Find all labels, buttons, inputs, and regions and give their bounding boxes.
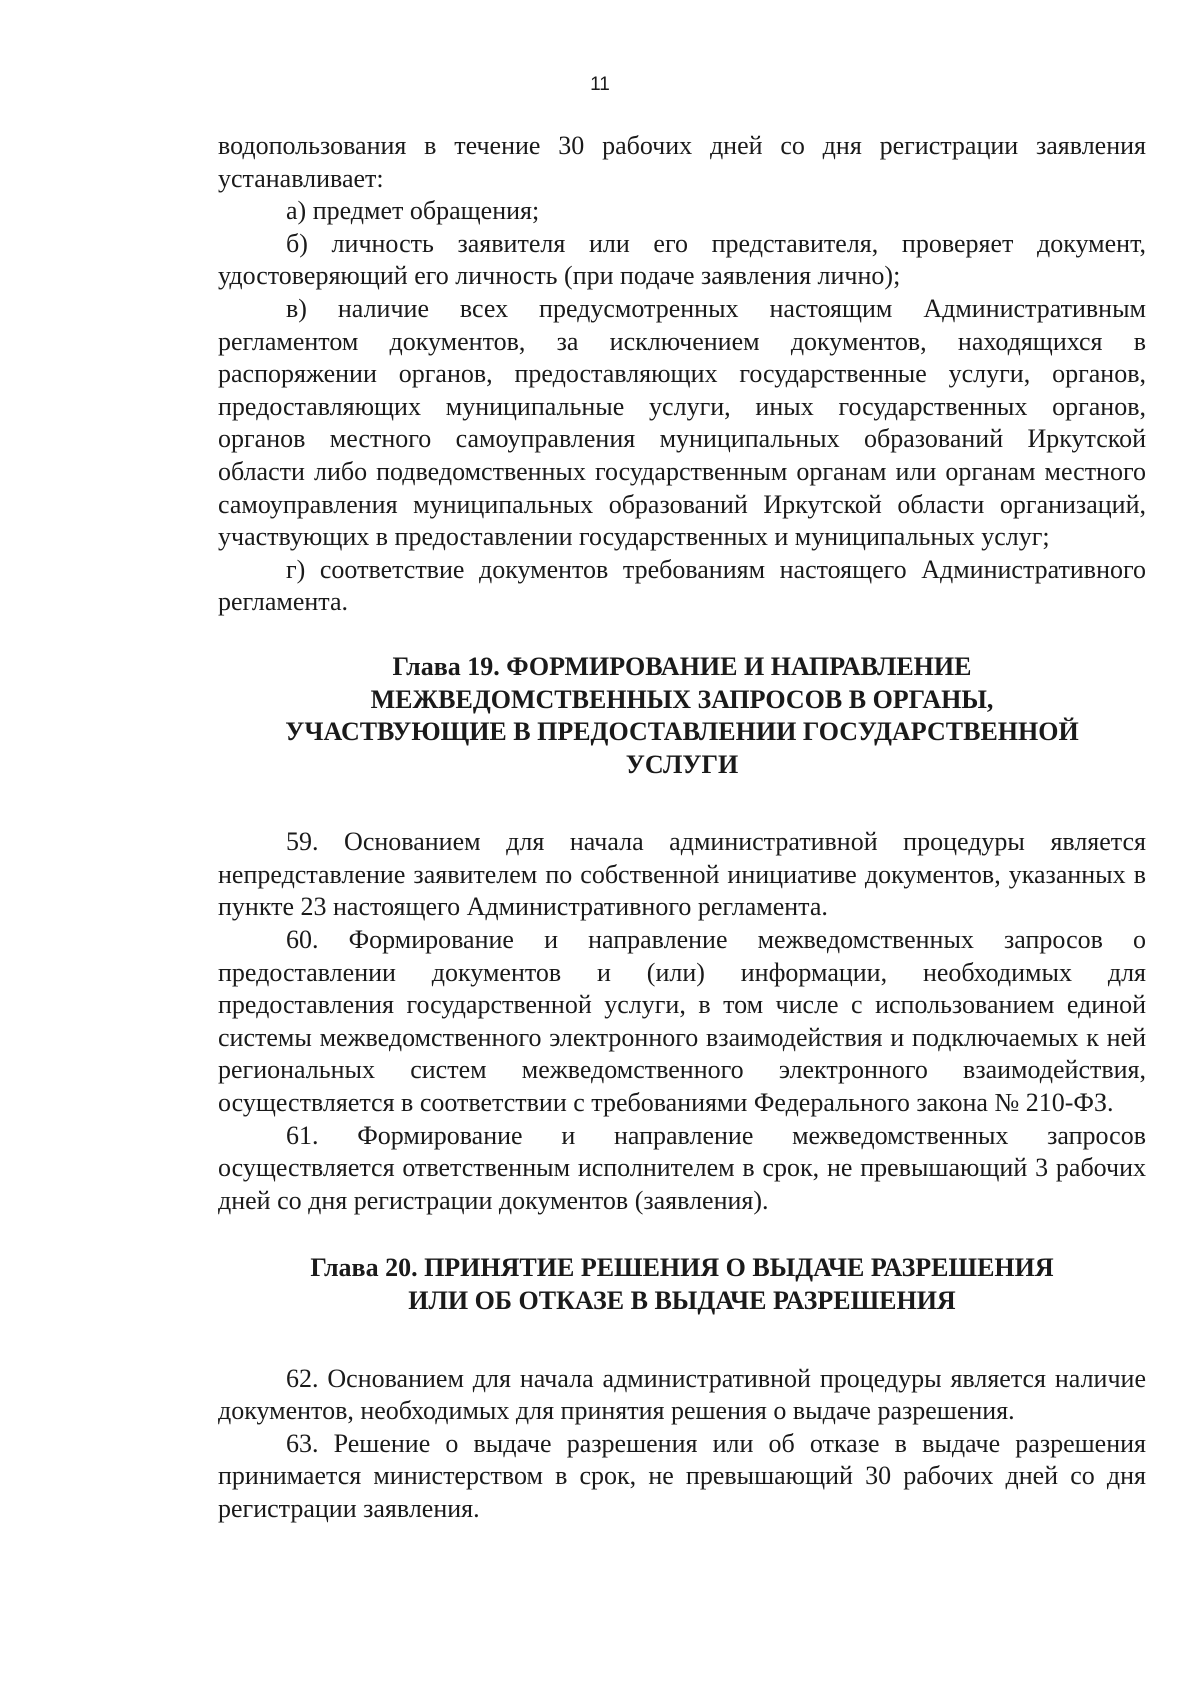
paragraph-intro-lead: водопользования в течение 30 рабочих дней со дня регистрации заявления устанавливает: (218, 131, 1146, 193)
chapter-19-heading-line: УЧАСТВУЮЩИЕ В ПРЕДОСТАВЛЕНИИ ГОСУДАРСТВЕННОЙ (285, 717, 1079, 747)
list-item-a: а) предмет обращения; (286, 196, 540, 226)
paragraph-59: 59. Основанием для начала административной процедуры является непредставление заявителем по собственной инициативе документов, указанных в пункте 23 настоящего Административного регламента. (218, 827, 1146, 922)
page-number: 11 (590, 74, 610, 95)
paragraph-62: 62. Основанием для начала административной процедуры является наличие документов, необходимых для принятия решения о выдаче разрешения. (218, 1363, 1146, 1426)
chapter-20-heading (218, 1252, 1146, 1317)
chapter-20-heading-line: Глава 20. ПРИНЯТИЕ РЕШЕНИЯ О ВЫДАЧЕ РАЗРЕШЕНИЯ (310, 1253, 1054, 1283)
chapter-20-heading-line: ИЛИ ОБ ОТКАЗЕ В ВЫДАЧЕ РАЗРЕШЕНИЯ (408, 1286, 956, 1315)
paragraph-60: 60. Формирование и направление межведомственных запросов о предоставлении документов и (или) информации, необходимых для предоставления государственной услуги, в том числе с использованием единой системы межведомственного электронного взаимодействия и подключаемых к ней региональных систем межведомственного электронного взаимодействия, осуществляется в соответствии с требованиями Федерального закона № 210-ФЗ. (218, 925, 1146, 1118)
document-body (218, 130, 1146, 1526)
chapter-19-heading-line: МЕЖВЕДОМСТВЕННЫХ ЗАПРОСОВ В ОРГАНЫ, (370, 684, 994, 714)
list-item-g: г) соответствие документов требованиям настоящего Административного регламента. (218, 554, 1146, 617)
list-item-v: в) наличие всех предусмотренных настоящим Административным регламентом документов, за исключением документов, находящихся в распоряжении органов, предоставляющих государственные услуги, органов, предоставляющих муниципальные услуги, иных государственных органов, органов местного самоуправления муниципальных образований Иркутской области либо подведомственных государственным органам или органам местного самоуправления муниципальных образований Иркутской области организаций, участвующих в предоставлении государственных и муниципальных услуг; (218, 293, 1146, 552)
chapter-19-heading-line: УСЛУГИ (625, 749, 739, 779)
chapter-19-heading (218, 651, 1146, 781)
paragraph-63: 63. Решение о выдаче разрешения или об отказе в выдаче разрешения принимается министерством в срок, не превышающий 30 рабочих дней со дня регистрации заявления. (218, 1428, 1146, 1523)
chapter-19-heading-line: Глава 19. ФОРМИРОВАНИЕ И НАПРАВЛЕНИЕ (392, 651, 972, 681)
paragraph-61: 61. Формирование и направление межведомственных запросов осуществляется ответственным исполнителем в срок, не превышающий 3 рабочих дней со дня регистрации документов (заявления). (218, 1120, 1146, 1215)
list-item-b: б) личность заявителя или его представителя, проверяет документ, удостоверяющий его личность (при подаче заявления лично); (218, 228, 1146, 291)
